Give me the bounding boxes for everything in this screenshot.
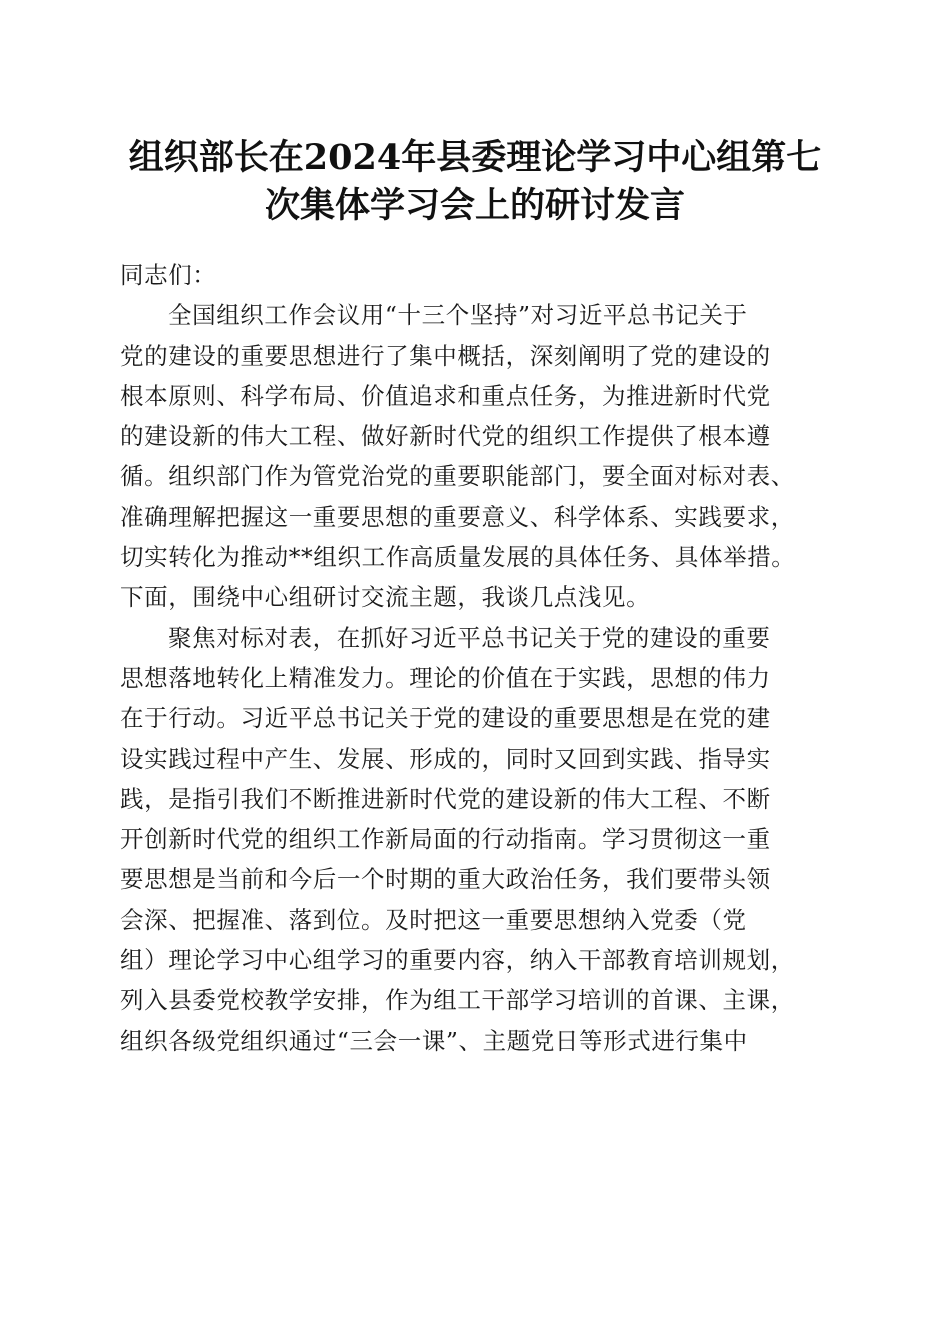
paragraph-line: 在于行动。习近平总书记关于党的建设的重要思想是在党的建 <box>120 704 771 733</box>
title-line-1: 组织部长在2024年县委理论学习中心组第七 <box>128 137 822 178</box>
document-body <box>120 255 840 1061</box>
paragraph-line: 下面，围绕中心组研讨交流主题，我谈几点浅见。 <box>120 583 651 612</box>
paragraph-line: 设实践过程中产生、发展、形成的，同时又回到实践、指导实 <box>120 744 771 773</box>
paragraph-line: 准确理解把握这一重要思想的重要意义、科学体系、实践要求， <box>120 502 795 531</box>
paragraph-line: 组）理论学习中心组学习的重要内容，纳入干部教育培训规划， <box>120 946 795 975</box>
paragraph-line: 践，是指引我们不断推进新时代党的建设新的伟大工程、不断 <box>120 784 771 813</box>
paragraph-line: 要思想是当前和今后一个时期的重大政治任务，我们要带头领 <box>120 865 771 894</box>
title-line-2: 次集体学习会上的研讨发言 <box>264 185 685 226</box>
paragraph-line: 的建设新的伟大工程、做好新时代党的组织工作提供了根本遵 <box>120 422 771 451</box>
paragraph-line: 思想落地转化上精准发力。理论的价值在于实践，思想的伟力 <box>120 663 771 692</box>
salutation: 同志们： <box>120 261 217 289</box>
paragraph-line: 根本原则、科学布局、价值追求和重点任务，为推进新时代党 <box>120 381 771 410</box>
paragraph-line: 组织各级党组织通过“三会一课”、主题党日等形式进行集中 <box>120 1026 748 1055</box>
paragraph-line: 循。组织部门作为管党治党的重要职能部门，要全面对标对表、 <box>120 462 795 491</box>
paragraph-line: 开创新时代党的组织工作新局面的行动指南。学习贯彻这一重 <box>120 825 771 854</box>
paragraph-line: 全国组织工作会议用“十三个坚持”对习近平总书记关于 <box>168 301 748 330</box>
paragraph-line: 列入县委党校教学安排，作为组工干部学习培训的首课、主课， <box>120 986 795 1015</box>
paragraph-line: 切实转化为推动**组织工作高质量发展的具体任务、具体举措。 <box>120 543 796 572</box>
paragraph-line: 聚焦对标对表，在抓好习近平总书记关于党的建设的重要 <box>168 623 771 652</box>
paragraph-line: 党的建设的重要思想进行了集中概括，深刻阐明了党的建设的 <box>120 341 771 370</box>
paragraph-2 <box>120 618 840 1061</box>
document-title <box>100 134 850 230</box>
paragraph-line: 会深、把握准、落到位。及时把这一重要思想纳入党委（党 <box>120 905 747 934</box>
paragraph-1 <box>120 295 840 617</box>
